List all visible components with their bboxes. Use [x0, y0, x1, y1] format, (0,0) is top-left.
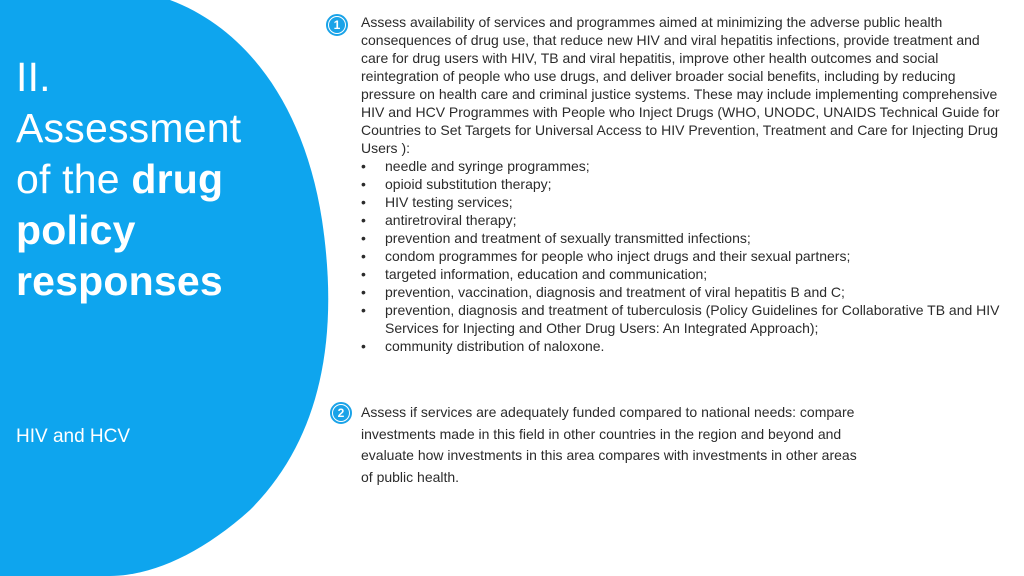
bullet-item: [361, 157, 1001, 175]
bullet-item: [361, 337, 1001, 355]
title-line-policy: policy: [16, 207, 136, 253]
section-1-bullet-list: [361, 157, 1001, 355]
section-1-content: [361, 13, 1001, 355]
section-title: [16, 52, 296, 307]
bullet-item: [361, 175, 1001, 193]
number-badge-1-label: 1: [329, 17, 345, 33]
bullet-item: [361, 283, 1001, 301]
bullet-dot-icon: •: [361, 194, 366, 210]
bullet-dot-icon: •: [361, 176, 366, 192]
bullet-dot-icon: •: [361, 302, 366, 318]
title-line-assessment: Assessment: [16, 105, 242, 151]
bullet-item: [361, 247, 1001, 265]
bullet-item: [361, 229, 1001, 247]
bullet-dot-icon: •: [361, 266, 366, 282]
bullet-item: [361, 301, 1001, 337]
bullet-text: antiretroviral therapy;: [385, 212, 517, 228]
bullet-text: prevention, vaccination, diagnosis and treatment of viral hepatitis B and C;: [385, 284, 845, 300]
bullet-dot-icon: •: [361, 338, 366, 354]
bullet-dot-icon: •: [361, 212, 366, 228]
bullet-text: condom programmes for people who inject drugs and their sexual partners;: [385, 248, 851, 264]
bullet-dot-icon: •: [361, 284, 366, 300]
title-prefix: II.: [16, 54, 51, 100]
title-word-drug: drug: [131, 156, 224, 202]
title-line-responses: responses: [16, 258, 223, 304]
number-badge-2: [330, 402, 352, 424]
bullet-item: [361, 265, 1001, 283]
number-badge-2-label: 2: [333, 405, 349, 421]
bullet-text: HIV testing services;: [385, 194, 513, 210]
number-badge-1: [326, 14, 348, 36]
title-line-of-the: of the: [16, 156, 120, 202]
section-2-text: Assess if services are adequately funded compared to national needs: compare investments made in this field in other countries in the region and beyond and evaluate how investments in this area compares with investments in other areas of public health.: [361, 404, 857, 485]
bullet-dot-icon: •: [361, 158, 366, 174]
bullet-item: [361, 211, 1001, 229]
bullet-text: prevention and treatment of sexually transmitted infections;: [385, 230, 751, 246]
bullet-text: opioid substitution therapy;: [385, 176, 552, 192]
subtitle-hiv-hcv: HIV and HCV: [16, 426, 131, 447]
bullet-text: targeted information, education and communication;: [385, 266, 708, 282]
bullet-dot-icon: •: [361, 230, 366, 246]
bullet-item: [361, 193, 1001, 211]
bullet-dot-icon: •: [361, 248, 366, 264]
bullet-text: community distribution of naloxone.: [385, 338, 605, 354]
section-2-content: [361, 402, 861, 488]
section-1-intro: Assess availability of services and programmes aimed at minimizing the adverse public health consequences of drug use, that reduce new HIV and viral hepatitis infections, provide treatment and care for drug users with HIV, TB and viral hepatitis, improve other health outcomes and social reintegration of people who use drugs, and deliver broader social benefits, including by reducing pressure on health care and criminal justice systems. These may include implementing comprehensive HIV and HCV Programmes with People who Inject Drugs (WHO, UNODC, UNAIDS Technical Guide for Countries to Set Targets for Universal Access to HIV Prevention, Treatment and Care for Injecting Drug Users ):: [361, 14, 1000, 156]
bullet-text: prevention, diagnosis and treatment of tuberculosis (Policy Guidelines for Collaborative TB and HIV Services for Injecting and Other Drug Users: An Integrated Approach);: [385, 302, 1000, 336]
bullet-text: needle and syringe programmes;: [385, 158, 590, 174]
